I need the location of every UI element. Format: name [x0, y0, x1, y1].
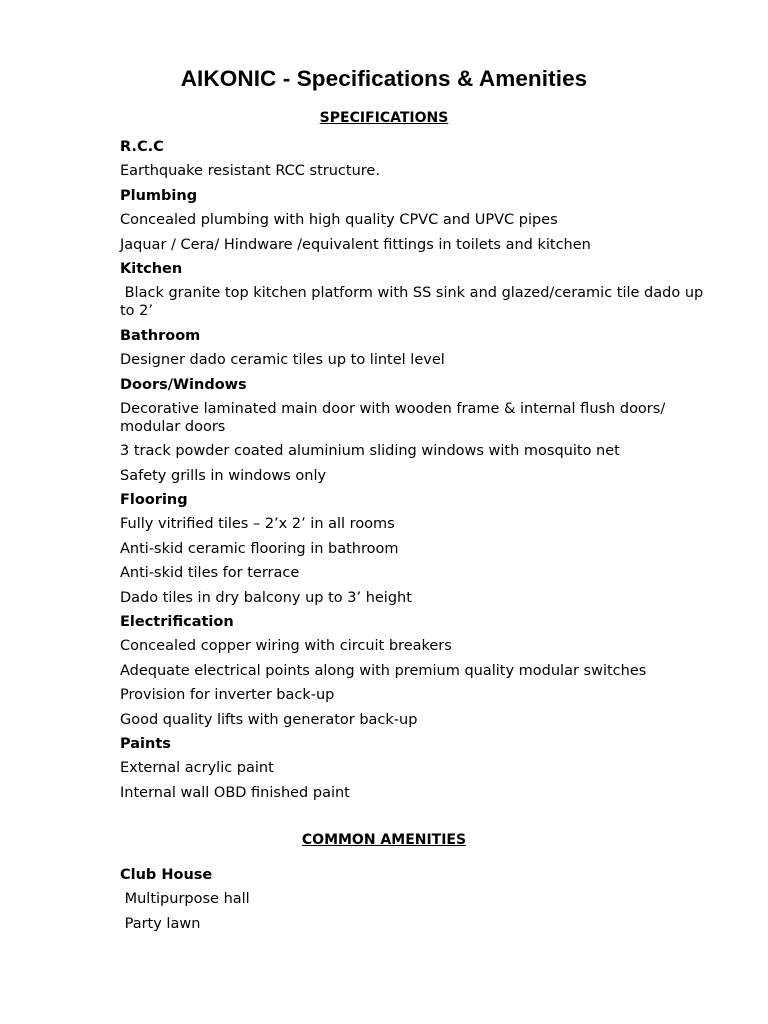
specifications-section	[120, 138, 710, 808]
spec-item: Black granite top kitchen platform with SS sink and glazed/ceramic tile dado up to 2’	[120, 285, 708, 320]
spec-item: Concealed plumbing with high quality CPVC and UPVC pipes	[120, 212, 558, 229]
spec-item: External acrylic paint	[120, 760, 274, 777]
spec-item: Dado tiles in dry balcony up to 3’ height	[120, 589, 412, 606]
spec-item: Safety grills in windows only	[120, 467, 327, 484]
section-heading-doors-windows: Doors/Windows	[120, 376, 247, 393]
section-heading-flooring: Flooring	[120, 492, 188, 509]
spec-item: Adequate electrical points along with premium quality modular switches	[120, 662, 647, 679]
spec-item: Jaquar / Cera/ Hindware /equivalent fittings in toilets and kitchen	[120, 236, 591, 253]
amenity-item: Multipurpose hall	[120, 891, 250, 908]
section-heading-kitchen: Kitchen	[120, 260, 183, 277]
section-heading-rcc: R.C.C	[120, 139, 164, 155]
spec-item: Designer dado ceramic tiles up to lintel level	[120, 352, 445, 369]
spec-item: Anti-skid ceramic flooring in bathroom	[120, 540, 399, 557]
spec-item: 3 track powder coated aluminium sliding windows with mosquito net	[120, 443, 620, 460]
spec-item: Provision for inverter back-up	[120, 687, 335, 704]
spec-item: Earthquake resistant RCC structure.	[120, 163, 380, 180]
section-heading-paints: Paints	[120, 735, 171, 752]
section-heading-club-house: Club House	[120, 867, 213, 883]
section-heading-electrification: Electrification	[120, 614, 234, 631]
spec-item: Decorative laminated main door with wooden frame & internal flush doors/ modular doors	[120, 400, 670, 435]
spec-item: Fully vitrified tiles – 2’x 2’ in all rooms	[120, 516, 395, 533]
spec-item: Good quality lifts with generator back-up	[120, 711, 418, 728]
amenity-item: Party lawn	[120, 915, 201, 932]
section-heading-plumbing: Plumbing	[120, 187, 198, 204]
spec-item: Internal wall OBD finished paint	[120, 784, 350, 801]
spec-item: Anti-skid tiles for terrace	[120, 565, 300, 582]
page-title: AIKONIC - Specifications & Amenities	[180, 66, 588, 91]
amenities-section	[120, 866, 710, 939]
spec-item: Concealed copper wiring with circuit breakers	[120, 638, 452, 655]
section-heading-bathroom: Bathroom	[120, 327, 201, 344]
specifications-heading: SPECIFICATIONS	[319, 110, 449, 126]
amenities-heading: COMMON AMENITIES	[301, 832, 467, 848]
